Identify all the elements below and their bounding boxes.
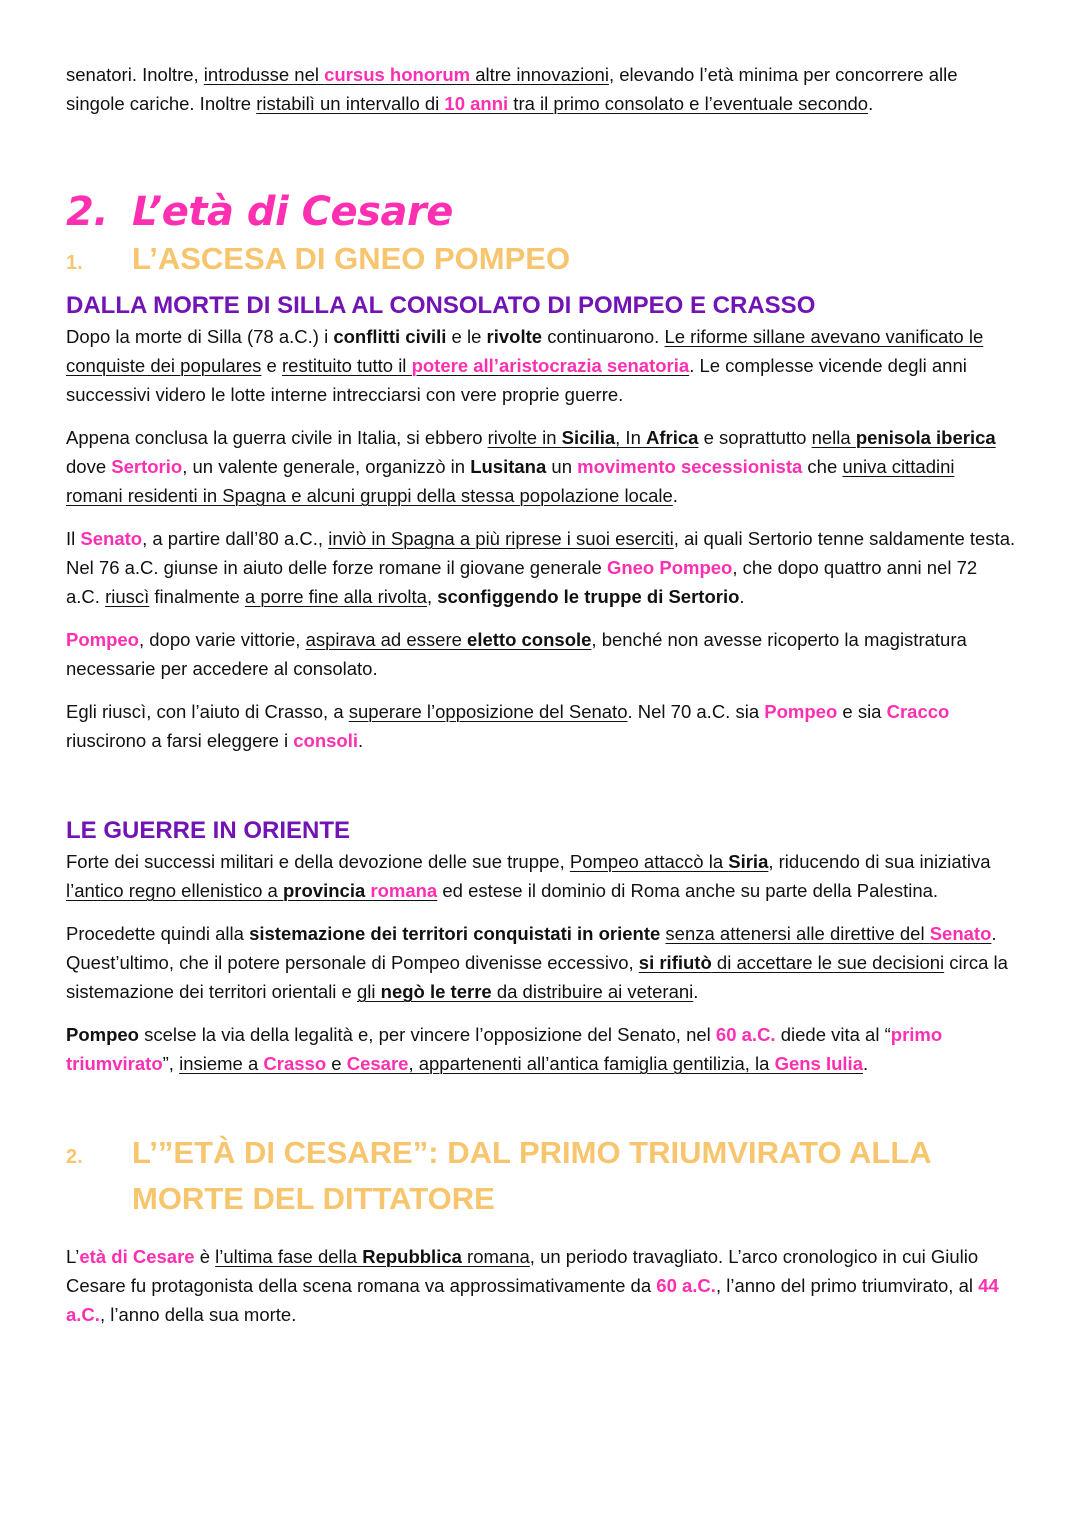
section-number: 1. (66, 252, 83, 274)
chapter-number: 2. (66, 189, 109, 235)
paragraph: Egli riuscì, con l’aiuto di Crasso, a superare l’opposizione del Senato. Nel 70 a.C. sia Pompeo e sia Cracco riuscirono a farsi eleggere i consoli. (66, 701, 950, 751)
section-title: L’”ETÀ DI CESARE”: DAL PRIMO TRIUMVIRATO ALLA MORTE DEL DITTATORE (132, 1135, 931, 1216)
paragraph: Procedette quindi alla sistemazione dei territori conquistati in oriente senza attenersi alle direttive del Senato. Quest’ultimo, che il potere personale di Pompeo divenisse eccessivo, si rifiutò di accettare le sue decisioni circa la sistemazione dei territori orientali e gli negò le terre da distribuire ai veterani. (66, 923, 1008, 1002)
subsection-heading-2: LE GUERRE IN ORIENTE (66, 817, 351, 844)
paragraph: Pompeo scelse la via della legalità e, per vincere l’opposizione del Senato, nel 60 a.C. diede vita al “primo triumvirato”, insieme a Crasso e Cesare, appartenenti all’antica famiglia gentilizia, la Gens Iulia. (66, 1024, 943, 1074)
paragraph: Dopo la morte di Silla (78 a.C.) i conflitti civili e le rivolte continuarono. Le riforme sillane avevano vanificato le conquiste dei populares e restituito tutto il potere all’aristocrazia senatoria. Le complesse vicende degli anni successivi videro le lotte interne intrecciarsi con vere proprie guerre. (66, 326, 984, 405)
section-title: L’ASCESA DI GNEO POMPEO (132, 241, 571, 276)
paragraph: Forte dei successi militari e della devozione delle sue truppe, Pompeo attaccò la Siria, riducendo di sua iniziativa l’antico regno ellenistico a provincia romana ed estese il dominio di Roma anche su parte della Palestina. (66, 851, 991, 901)
subsection-heading-1: DALLA MORTE DI SILLA AL CONSOLATO DI POMPEO E CRASSO (66, 292, 816, 319)
document-page (66, 60, 1016, 1329)
paragraph: Pompeo, dopo varie vittorie, aspirava ad essere eletto console, benché non avesse ricoperto la magistratura necessarie per accedere al consolato. (66, 629, 967, 679)
section-heading-1 (66, 236, 1016, 282)
paragraph: Appena conclusa la guerra civile in Italia, si ebbero rivolte in Sicilia, In Africa e soprattutto nella penisola iberica dove Sertorio, un valente generale, organizzò in Lusitana un movimento secessionista che univa cittadini romani residenti in Spagna e alcuni gruppi della stessa popolazione locale. (66, 427, 996, 506)
intro-paragraph: senatori. Inoltre, introdusse nel cursus honorum altre innovazioni, elevando l’età minima per concorrere alle singole cariche. Inoltre ristabilì un intervallo di 10 anni tra il primo consolato e l’eventuale secondo. (66, 64, 958, 114)
chapter-heading (66, 184, 1016, 240)
paragraph: Il Senato, a partire dall’80 a.C., inviò in Spagna a più riprese i suoi eserciti, ai quali Sertorio tenne saldamente testa. Nel 76 a.C. giunse in aiuto delle forze romane il giovane generale Gneo Pompeo, che dopo quattro anni nel 72 a.C. riuscì finalmente a porre fine alla rivolta, sconfiggendo le truppe di Sertorio. (66, 528, 1016, 607)
section-number: 2. (66, 1146, 83, 1168)
section-heading-2 (66, 1130, 1016, 1222)
chapter-title: L’età di Cesare (132, 189, 453, 235)
paragraph: L’età di Cesare è l’ultima fase della Repubblica romana, un periodo travagliato. L’arco cronologico in cui Giulio Cesare fu protagonista della scena romana va approssimativamente da 60 a.C., l’anno del primo triumvirato, al 44 a.C., l’anno della sua morte. (66, 1246, 999, 1325)
